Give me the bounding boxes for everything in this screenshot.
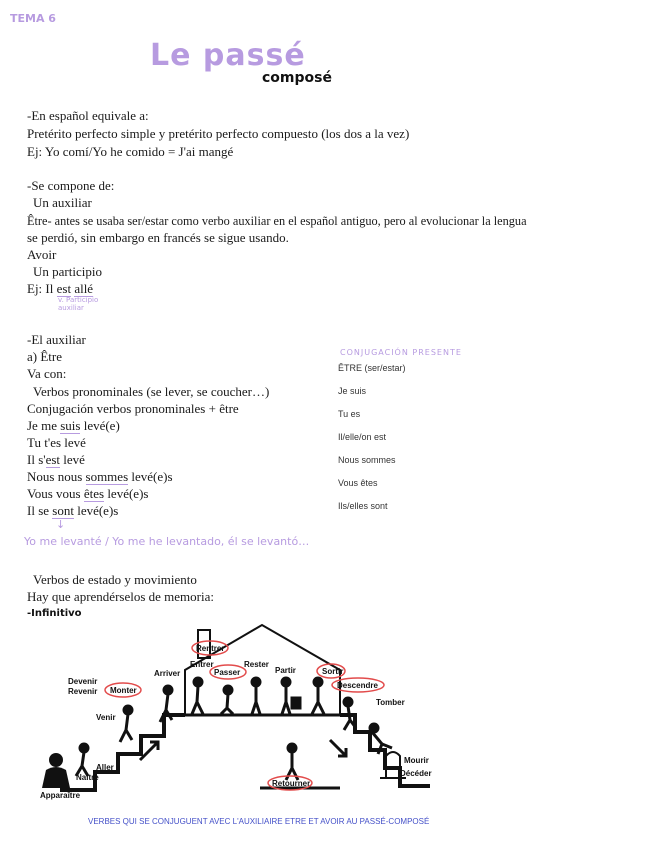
verb-label: Arriver	[154, 669, 181, 678]
text-line: se perdió, sin embargo en francés se sigue usando.	[27, 230, 289, 245]
mother-baby-icon	[42, 753, 70, 788]
conjugation-row: Je suis	[338, 386, 367, 396]
verb-label: Mourir	[404, 756, 429, 765]
verb-label: Passer	[214, 668, 241, 677]
text-line	[27, 281, 93, 297]
verb-label: Aller	[96, 763, 114, 772]
text-line	[27, 469, 173, 485]
text-line: Tu t'es levé	[27, 435, 86, 450]
verb-label: Monter	[110, 686, 137, 695]
translation-note: Yo me levanté / Yo me he levantado, él se levantó…	[24, 535, 310, 548]
text-seg: levé(e)	[80, 418, 120, 433]
verb-label: Retourner	[272, 779, 311, 788]
text-line	[27, 452, 85, 468]
person-icon	[192, 678, 203, 714]
text-line: -En español equivale a:	[27, 108, 149, 123]
note-line: v. Participio	[58, 296, 99, 304]
verb-label: Tomber	[376, 698, 405, 707]
person-icon	[312, 678, 324, 714]
verb-label: Sortir	[322, 667, 344, 676]
text-line: a) Être	[27, 349, 63, 364]
verb-label: Apparaître	[40, 791, 81, 800]
underlined-word: êtes	[83, 486, 105, 501]
text-seg: Ej: Il	[27, 281, 57, 296]
text-line	[27, 418, 120, 434]
diagram-caption: VERBES QUI SE CONJUGUENT AVEC L'AUXILIAIRE ETRE ET AVOIR AU PASSÉ-COMPOSÉ	[88, 817, 430, 826]
underlined-word: sont	[52, 503, 74, 518]
verb-label: Revenir	[68, 687, 98, 696]
text-seg: Nous nous	[27, 469, 86, 484]
text-seg: levé(e)s	[104, 486, 149, 501]
text-seg: levé(e)s	[73, 503, 119, 518]
verb-label: Descendre	[337, 681, 378, 690]
verb-label: Rester	[244, 660, 269, 669]
text-line: Ej: Yo comí/Yo he comido = J'ai mangé	[27, 144, 234, 159]
verb-label: Rentrer	[196, 644, 225, 653]
text-seg: Il se	[27, 503, 53, 518]
text-line: Pretérito perfecto simple y pretérito perfecto compuesto (los dos a la vez)	[27, 126, 410, 141]
text-line	[27, 503, 118, 519]
person-icon	[221, 686, 233, 714]
verb-label: Entrer	[190, 660, 214, 669]
person-icon	[282, 678, 300, 714]
down-arrow-icon: ↓	[56, 518, 66, 531]
underlined-word: suis	[60, 418, 81, 433]
text-line: Hay que aprendérselos de memoria:	[27, 589, 214, 604]
participio-note	[58, 296, 98, 312]
conjugation-row: Tu es	[338, 409, 361, 419]
verb-label: Venir	[96, 713, 116, 722]
text-seg: Vous vous	[27, 486, 84, 501]
conjugation-header: ÊTRE (ser/estar)	[338, 363, 406, 373]
verb-label: Devenir	[68, 677, 98, 686]
conjugation-row: Ils/elles sont	[338, 501, 388, 511]
text-line: Un auxiliar	[33, 195, 92, 210]
text-line: Un participio	[33, 264, 102, 279]
verb-label: Partir	[275, 666, 296, 675]
note-line: auxiliar	[58, 304, 84, 312]
arrow-down-icon	[330, 740, 346, 756]
text-line: Verbos pronominales (se lever, se coucher…)	[33, 384, 270, 399]
verb-label: Décéder	[400, 769, 432, 778]
text-line: -El auxiliar	[27, 332, 86, 347]
text-seg: Je me	[27, 418, 61, 433]
text-line: Conjugación verbos pronominales + être	[27, 401, 239, 416]
person-icon	[120, 706, 132, 742]
underlined-word: sommes	[85, 469, 129, 484]
infinitivo-label: -Infinitivo	[27, 608, 82, 619]
person-icon	[286, 744, 298, 780]
conjugation-row: Il/elle/on est	[338, 432, 387, 442]
text-line: Avoir	[27, 247, 57, 262]
person-icon	[252, 678, 260, 714]
text-line: Verbos de estado y movimiento	[33, 572, 197, 587]
page-title: Le passé	[150, 38, 306, 73]
underlined-word: est	[45, 452, 61, 467]
underlined-word: est	[56, 281, 72, 296]
tema-label: TEMA 6	[10, 12, 56, 25]
page-subtitle: composé	[262, 70, 332, 86]
text-seg: levé	[60, 452, 85, 467]
verb-label: Naître	[76, 773, 99, 782]
house-verbs-diagram	[0, 620, 656, 815]
text-seg: Il s'	[27, 452, 46, 467]
text-seg: levé(e)s	[128, 469, 173, 484]
text-line: Va con:	[27, 366, 67, 381]
conjugation-row: Vous êtes	[338, 478, 378, 488]
underlined-word: allé	[74, 281, 94, 296]
conjugation-heading: CONJUGACIÓN PRESENTE	[340, 348, 462, 357]
text-line: Être- antes se usaba ser/estar como verbo auxiliar en el español antiguo, pero al evolucionar la lengua	[27, 214, 527, 228]
conjugation-row: Nous sommes	[338, 455, 396, 465]
text-line: -Se compone de:	[27, 178, 115, 193]
person-icon	[76, 744, 88, 776]
text-line	[27, 486, 148, 502]
